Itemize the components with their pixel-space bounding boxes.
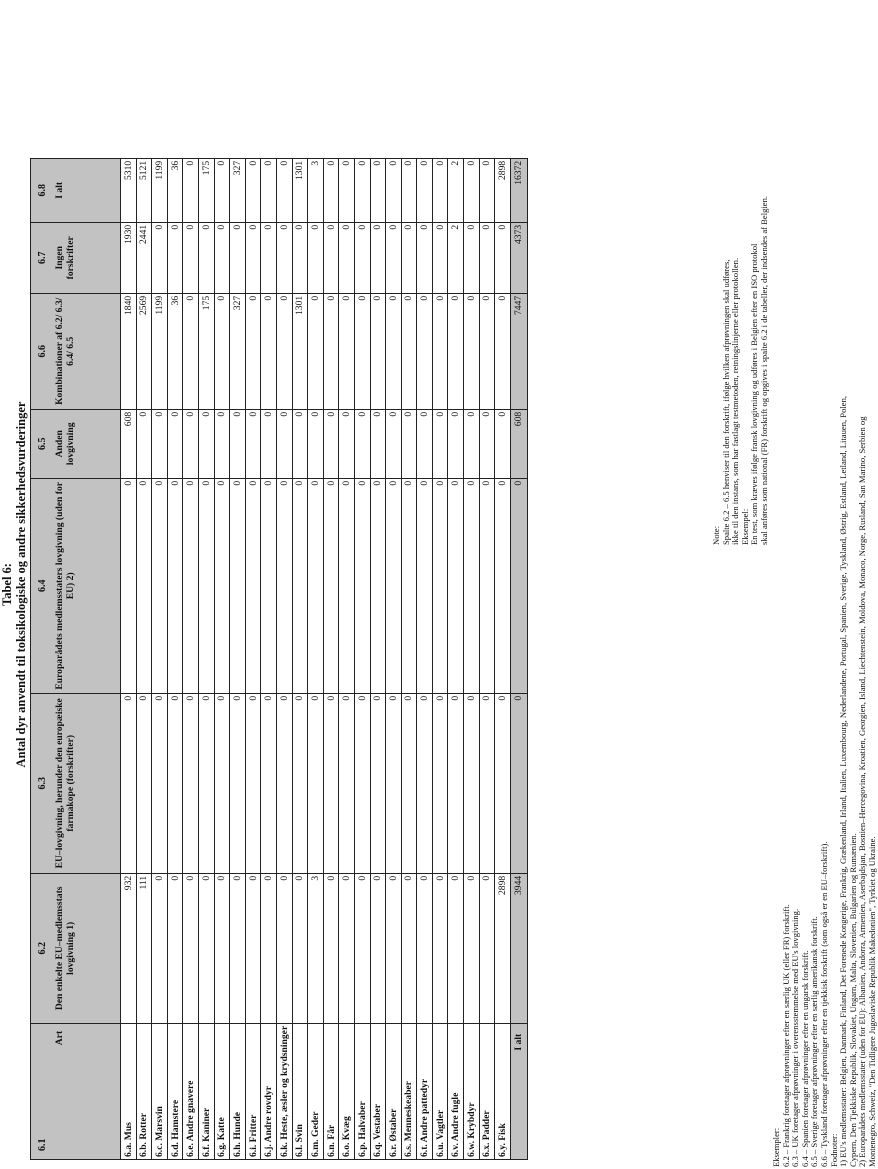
row-label: 6.c. Marsvin (152, 1023, 168, 1159)
row-label: 6.m. Geder (308, 1023, 324, 1159)
table-cell: 0 (292, 409, 308, 478)
table-cell: 2569 (136, 293, 152, 409)
table-cell: 0 (401, 693, 417, 873)
table-cell: 0 (136, 693, 152, 873)
table-cell: 175 (198, 293, 214, 409)
table-cell: 0 (339, 873, 355, 1023)
column-number: 6.4 (37, 579, 48, 593)
table-row (230, 158, 246, 1159)
table-cell: 0 (323, 478, 339, 693)
table-row (276, 158, 292, 1159)
title-line-2: Antal dyr anvendt til toksikologiske og andre sikkerhedsvurderinger (14, 401, 28, 768)
note-line: 6.6 – Tyskland foretager afprøvninger efter en tjekkisk forskrift (som også er en EU–forskrift). (818, 841, 829, 1167)
table-cell: 0 (152, 409, 168, 478)
table-cell: 0 (432, 693, 448, 873)
table-cell: 0 (464, 222, 480, 293)
table-cell: 0 (183, 409, 199, 478)
table-cell: 111 (136, 873, 152, 1023)
header-row (31, 158, 121, 1159)
table-cell: 1301 (292, 158, 308, 222)
table-cell: 0 (261, 693, 277, 873)
table-cell: 0 (417, 409, 433, 478)
table-cell: 0 (401, 293, 417, 409)
table-cell: 5121 (136, 158, 152, 222)
table-cell: 0 (417, 222, 433, 293)
table-cell: 0 (370, 158, 386, 222)
note-line: Montenegro, Schweiz, "Den Tidligere Jugoslaviske Republik Makedonien", Tyrkiet og Ukraine. (866, 836, 877, 1167)
table-cell: 0 (230, 873, 246, 1023)
table-cell: 0 (386, 478, 402, 693)
table-cell: 0 (370, 873, 386, 1023)
total-cell: 0 (510, 478, 527, 693)
table-cell: 0 (261, 293, 277, 409)
note-line: Note: (711, 525, 721, 545)
table-cell: 0 (214, 693, 230, 873)
table-cell: 3 (308, 158, 324, 222)
table-row (464, 158, 480, 1159)
table-cell: 0 (167, 873, 183, 1023)
row-label: 6.h. Hunde (230, 1023, 246, 1159)
table-row (167, 158, 183, 1159)
table-cell: 0 (308, 222, 324, 293)
table-row (339, 158, 355, 1159)
column-number: 6.5 (37, 437, 48, 451)
table-row (308, 158, 324, 1159)
note-line: Eksempel: (739, 508, 750, 545)
table-cell: 327 (230, 293, 246, 409)
table-cell: 0 (386, 222, 402, 293)
table-cell: 0 (121, 478, 137, 693)
animal-table (30, 158, 528, 1160)
table-cell: 0 (308, 293, 324, 409)
table-cell: 0 (136, 478, 152, 693)
table-cell: 0 (354, 293, 370, 409)
table-cell: 0 (214, 222, 230, 293)
row-label: 6.n. Får (323, 1023, 339, 1159)
table-cell: 0 (276, 222, 292, 293)
row-label: 6.x. Padder (479, 1023, 495, 1159)
note-line: Spalte 6.2 – 6.5 henviser til den forskrift, ifølge hvilken afprøvningen skal udføres, (720, 259, 731, 545)
column-header-6-6 (31, 293, 121, 409)
row-label: 6.p. Halvaber (354, 1023, 370, 1159)
table-cell: 0 (417, 873, 433, 1023)
table-row (386, 158, 402, 1159)
table-cell: 0 (479, 293, 495, 409)
table-row (323, 158, 339, 1159)
table-cell: 0 (308, 409, 324, 478)
note-line: skal anføres som national (FR) forskrift og opgives i spalte 6.2 i de tabeller, der indsendes af Belgien. (758, 195, 769, 545)
table-cell: 0 (401, 873, 417, 1023)
table-row (417, 158, 433, 1159)
table-cell: 0 (323, 293, 339, 409)
table-cell: 0 (121, 693, 137, 873)
total-label: I alt (510, 1023, 527, 1159)
row-label: 6.j. Andre rovdyr (261, 1023, 277, 1159)
table-cell: 0 (198, 693, 214, 873)
table-cell: 0 (245, 693, 261, 873)
table-cell: 0 (479, 222, 495, 293)
table-cell: 0 (401, 409, 417, 478)
table-cell: 0 (230, 693, 246, 873)
table-cell: 0 (432, 409, 448, 478)
total-cell: 16372 (510, 158, 527, 222)
table-cell: 0 (276, 478, 292, 693)
table-cell: 0 (214, 873, 230, 1023)
table-cell: 0 (167, 478, 183, 693)
table-cell: 0 (261, 478, 277, 693)
note-line: 6.2 – Frankrig foretager afprøvninger efter en særlig UK (eller FR) forskrift. (780, 904, 791, 1167)
row-label: 6.t. Andre pattedyr (417, 1023, 433, 1159)
table-cell: 0 (323, 222, 339, 293)
row-label: 6.y. Fisk (495, 1023, 511, 1159)
row-label: 6.d. Hamstere (167, 1023, 183, 1159)
table-cell: 0 (464, 409, 480, 478)
table-cell: 0 (245, 293, 261, 409)
column-header-6-3 (31, 693, 121, 873)
row-label: 6.i. Fritter (245, 1023, 261, 1159)
table-cell: 0 (479, 158, 495, 222)
table-cell: 0 (152, 478, 168, 693)
table-cell: 2 (448, 222, 464, 293)
note-line: 6.5 – Sverige foretager afprøvninger efter en særlig amerikansk forskrift. (809, 916, 820, 1167)
table-cell: 0 (386, 693, 402, 873)
column-header-6-1 (31, 1023, 121, 1159)
table-cell: 0 (245, 158, 261, 222)
table-row (245, 158, 261, 1159)
table-cell: 0 (339, 409, 355, 478)
table-cell: 0 (464, 693, 480, 873)
table-cell: 0 (198, 222, 214, 293)
row-label: 6.f. Kaniner (198, 1023, 214, 1159)
title-line-1: Tabel 6: (0, 563, 14, 606)
table-cell: 0 (386, 409, 402, 478)
table-cell: 36 (167, 293, 183, 409)
table-row (432, 158, 448, 1159)
column-header-6-4 (31, 478, 121, 693)
total-cell: 7447 (510, 293, 527, 409)
table-cell: 0 (261, 409, 277, 478)
table-cell: 2898 (495, 158, 511, 222)
table-cell: 0 (230, 222, 246, 293)
table-cell: 0 (448, 409, 464, 478)
row-label: 6.b. Rotter (136, 1023, 152, 1159)
row-label: 6.k. Heste, æsler og krydsninger (276, 1023, 292, 1159)
table-cell: 0 (230, 478, 246, 693)
table-cell: 0 (261, 222, 277, 293)
table-cell: 0 (495, 409, 511, 478)
table-cell: 0 (276, 693, 292, 873)
table-cell: 0 (479, 478, 495, 693)
total-row (510, 158, 527, 1159)
table-cell: 0 (417, 478, 433, 693)
table-cell: 0 (401, 158, 417, 222)
table-row (401, 158, 417, 1159)
column-number: 6.6 (37, 345, 48, 358)
table-cell: 0 (495, 293, 511, 409)
row-label: 6.e. Andre gnavere (183, 1023, 199, 1159)
table-row (121, 158, 137, 1159)
note-line: 1) EU's medlemsstater: Belgien, Danmark, Finland, Det Forenede Kongerige, Frankrig, Grækenland, Irland, Italien, Luxembourg, Nederlandene, Portugal, Spanien, Sverige, Tyskland, Østrig, Estland, Letland, Litauen, Polen, (838, 395, 849, 1167)
row-label: 6.w. Krybdyr (464, 1023, 480, 1159)
table-row (183, 158, 199, 1159)
table-cell: 0 (370, 222, 386, 293)
table-cell: 0 (323, 158, 339, 222)
table-cell: 0 (167, 409, 183, 478)
table-cell: 0 (308, 693, 324, 873)
row-label: 6.q. Vestaber (370, 1023, 386, 1159)
table-cell: 0 (495, 222, 511, 293)
table-cell: 0 (370, 293, 386, 409)
table-row (370, 158, 386, 1159)
table-cell: 0 (198, 409, 214, 478)
table-cell: 0 (276, 873, 292, 1023)
column-number: 6.8 (37, 184, 48, 197)
note-line: ikke til den instans, som har fastlagt testmetoden, retningslinjerne eller protokollen. (730, 257, 741, 545)
table-cell: 0 (464, 478, 480, 693)
table-cell: 0 (354, 222, 370, 293)
table-cell: 0 (245, 409, 261, 478)
table-cell: 0 (339, 222, 355, 293)
table-body (121, 158, 528, 1159)
total-cell: 0 (510, 693, 527, 873)
table-cell: 0 (308, 478, 324, 693)
table-cell: 0 (323, 873, 339, 1023)
table-cell: 0 (464, 873, 480, 1023)
table-cell: 0 (479, 693, 495, 873)
table-cell: 0 (261, 873, 277, 1023)
table-cell: 1840 (121, 293, 137, 409)
total-cell: 3944 (510, 873, 527, 1023)
row-label: 6.g. Katte (214, 1023, 230, 1159)
table-cell: 0 (245, 873, 261, 1023)
table-cell: 0 (323, 409, 339, 478)
column-label: Kombinationer af 6.2/ 6.3/ 6.4/ 6.5 (54, 297, 76, 405)
table-cell: 0 (152, 222, 168, 293)
table-cell: 0 (401, 478, 417, 693)
note-line: 6.4 – Spanien foretager afprøvninger efter en ungarsk forskrift. (799, 950, 810, 1167)
table-cell: 608 (121, 409, 137, 478)
row-label: 6.l. Svin (292, 1023, 308, 1159)
table-cell: 0 (292, 222, 308, 293)
table-cell: 932 (121, 873, 137, 1023)
table-row (198, 158, 214, 1159)
note-line: En test, som kræves ifølge fransk lovgivning og udføres i Belgien efter en ISO protokol (749, 243, 760, 545)
column-number: 6.3 (37, 777, 48, 790)
table-title (0, 0, 28, 1169)
row-label: 6.o. Kvæg (339, 1023, 355, 1159)
table-cell: 0 (183, 478, 199, 693)
column-header-6-8 (31, 158, 121, 222)
table-cell: 0 (370, 693, 386, 873)
column-header-6-5 (31, 409, 121, 478)
table-cell: 0 (183, 693, 199, 873)
table-cell: 0 (167, 222, 183, 293)
total-cell: 4373 (510, 222, 527, 293)
table-cell: 0 (339, 478, 355, 693)
table-cell: 0 (432, 293, 448, 409)
table-cell: 0 (432, 478, 448, 693)
table-cell: 175 (198, 158, 214, 222)
table-cell: 0 (136, 409, 152, 478)
table-cell: 0 (386, 158, 402, 222)
table-cell: 0 (401, 222, 417, 293)
table-cell: 0 (464, 293, 480, 409)
table-cell: 0 (495, 478, 511, 693)
table-row (448, 158, 464, 1159)
table-cell: 2441 (136, 222, 152, 293)
column-label: EU–lovgivning, herunder den europæiske farmakope (forskrifter) (54, 698, 76, 869)
table-cell: 0 (479, 409, 495, 478)
note-line: Eksempler: (771, 1127, 781, 1167)
table-row (152, 158, 168, 1159)
column-label: Europarådets medlemsstaters lovgivning (uden for EU) 2) (54, 481, 76, 690)
table-cell: 0 (370, 409, 386, 478)
table-cell: 0 (448, 873, 464, 1023)
column-number: 6.1 (37, 1138, 48, 1151)
column-number: 6.2 (37, 942, 48, 955)
table-cell: 0 (214, 409, 230, 478)
column-header-6-2 (31, 873, 121, 1023)
table-cell: 0 (198, 478, 214, 693)
table-cell: 0 (339, 293, 355, 409)
table-cell: 36 (167, 158, 183, 222)
examples-footnotes (772, 7, 878, 1167)
table-cell: 1301 (292, 293, 308, 409)
table-row (214, 158, 230, 1159)
table-cell: 0 (323, 693, 339, 873)
table-cell: 0 (386, 293, 402, 409)
table-cell: 0 (183, 158, 199, 222)
column-label: Art (54, 1030, 65, 1046)
table-cell: 0 (354, 693, 370, 873)
table-cell: 0 (448, 693, 464, 873)
row-label: 6.s. Menneskeaber (401, 1023, 417, 1159)
table-cell: 0 (245, 478, 261, 693)
note-line: 2) Europarådets medlemsstater (uden for EU): Albanien, Andorra, Armenien, Aserbajdsjan, Bosnien–Hercegovina, Kroatien, Georgien, Island, Liechtenstein, Moldova, Monaco, Norge, Rusland, San Marino, Serbien og (857, 416, 868, 1167)
table-cell: 0 (417, 293, 433, 409)
note-line: 6.3 – UK foretager afprøvninger i overensstemmelse med EU's lovgivning. (790, 908, 801, 1167)
table-cell: 0 (448, 293, 464, 409)
table-cell: 0 (432, 873, 448, 1023)
table-cell: 0 (354, 409, 370, 478)
note-block (712, 5, 770, 545)
table-cell: 0 (230, 409, 246, 478)
column-number: 6.7 (37, 251, 48, 265)
table-cell: 0 (214, 158, 230, 222)
table-cell: 0 (354, 158, 370, 222)
table-cell: 0 (183, 293, 199, 409)
table-cell: 0 (354, 873, 370, 1023)
row-label: 6.v. Andre fugle (448, 1023, 464, 1159)
table-cell: 0 (448, 478, 464, 693)
table-cell: 0 (167, 693, 183, 873)
column-label: Den enkelte EU–medlemsstats lovgivning 1) (54, 886, 76, 1011)
table-cell: 0 (214, 293, 230, 409)
table-cell: 0 (198, 873, 214, 1023)
table-cell: 0 (386, 873, 402, 1023)
table-cell: 327 (230, 158, 246, 222)
table-cell: 0 (370, 478, 386, 693)
table-cell: 0 (495, 693, 511, 873)
column-label: I alt (54, 181, 65, 199)
table-cell: 0 (214, 478, 230, 693)
column-label: Anden lovgivning (54, 422, 76, 466)
table-cell: 1199 (152, 158, 168, 222)
table-cell: 0 (464, 158, 480, 222)
column-label: Ingen forskrifter (54, 236, 76, 280)
table-row (136, 158, 152, 1159)
row-label: 6.u. Vagtler (432, 1023, 448, 1159)
row-label: 6.r. Østaber (386, 1023, 402, 1159)
table-cell: 0 (432, 158, 448, 222)
table-cell: 0 (417, 158, 433, 222)
table-row (292, 158, 308, 1159)
table-cell: 0 (183, 222, 199, 293)
table-row (495, 158, 511, 1159)
table-cell: 0 (152, 693, 168, 873)
table-cell: 0 (339, 158, 355, 222)
table-cell: 0 (276, 293, 292, 409)
column-header-6-7 (31, 222, 121, 293)
table-cell: 0 (276, 409, 292, 478)
total-cell: 608 (510, 409, 527, 478)
table-cell: 2898 (495, 873, 511, 1023)
table-cell: 0 (152, 873, 168, 1023)
table-cell: 0 (245, 222, 261, 293)
table-cell: 0 (292, 693, 308, 873)
table-cell: 0 (417, 693, 433, 873)
table-cell: 0 (292, 873, 308, 1023)
note-line: Fodnoter: (828, 1133, 839, 1167)
table-cell: 2 (448, 158, 464, 222)
note-line: Cypern, Den Tjekkiske Republik, Slovakiet, Ungarn, Malta, Slovenien, Bulgarien og Rumænien. (847, 833, 858, 1167)
table-row (354, 158, 370, 1159)
table-cell: 1199 (152, 293, 168, 409)
table-cell: 1930 (121, 222, 137, 293)
table-cell: 0 (339, 693, 355, 873)
table-cell: 0 (276, 158, 292, 222)
table-row (479, 158, 495, 1159)
table-cell: 0 (261, 158, 277, 222)
table-cell: 3 (308, 873, 324, 1023)
table-cell: 0 (292, 478, 308, 693)
table-cell: 0 (432, 222, 448, 293)
table-cell: 0 (354, 478, 370, 693)
table-row (261, 158, 277, 1159)
row-label: 6.a. Mus (121, 1023, 137, 1159)
table-cell: 0 (479, 873, 495, 1023)
table-cell: 0 (183, 873, 199, 1023)
table-cell: 5310 (121, 158, 137, 222)
